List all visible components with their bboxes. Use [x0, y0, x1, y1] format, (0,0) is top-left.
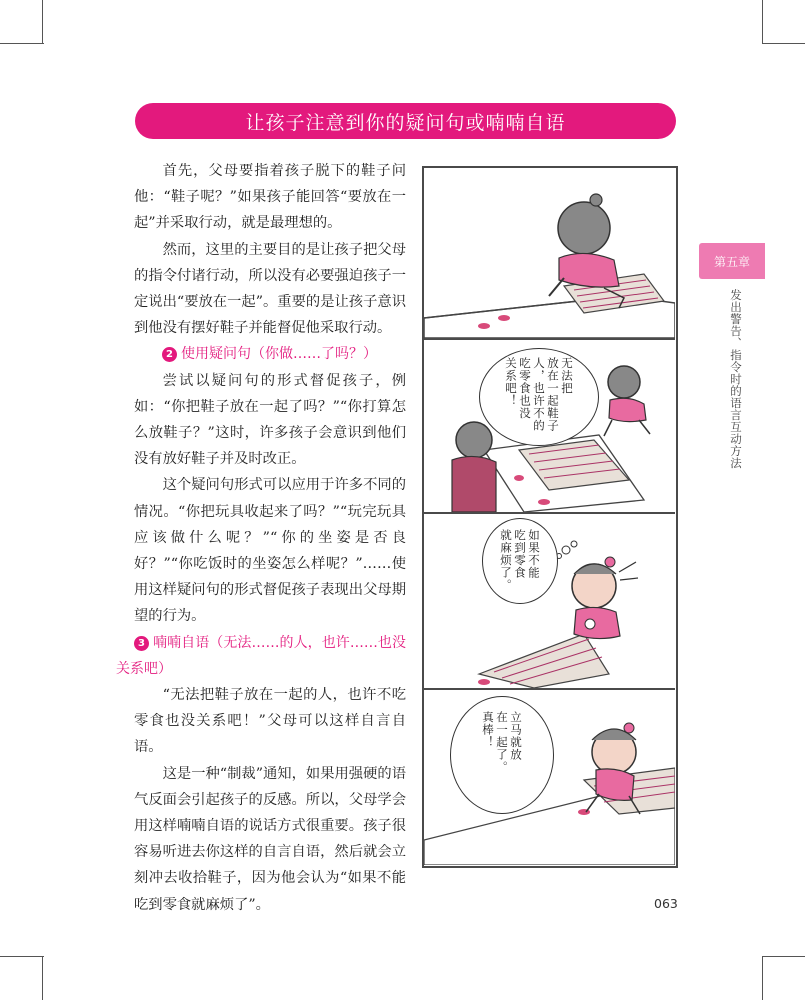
crop-mark — [762, 43, 805, 44]
comic-panel-4 — [424, 690, 675, 865]
crop-mark — [0, 956, 44, 957]
thought-bubble: 如果不能 吃到零食 就麻烦了。 — [482, 518, 558, 604]
chapter-tab: 第五章 — [699, 243, 765, 279]
comic-panel-2 — [424, 340, 675, 514]
crop-mark — [762, 0, 763, 44]
crop-mark — [42, 956, 43, 1000]
number-badge: 2 — [162, 347, 177, 362]
chapter-subtitle: 发出警告、指令时的语言互动方法 — [729, 289, 743, 469]
number-badge: 3 — [134, 636, 149, 651]
crop-mark — [0, 43, 44, 44]
comic-panel-3 — [424, 514, 675, 690]
subheading: 2 使用疑问句（你做……了吗？） — [162, 341, 406, 367]
crop-mark — [42, 0, 43, 44]
paragraph: “无法把鞋子放在一起的人，也许不吃零食也没关系吧！”父母可以这样自言自语。 — [134, 687, 406, 756]
comic-panel-1 — [424, 168, 675, 340]
subheading: 3 喃喃自语（无法……的人，也许……也没关系吧） — [116, 634, 406, 677]
paragraph: 这是一种“制裁”通知，如果用强硬的语气反面会引起孩子的反感。所以，父母学会用这样喃喃自语的说话方式很重要。孩子很容易听进去你这样的自言自语，然后就会立刻冲去收拾鞋子，因为他会认为“如果不能吃到零食就麻烦了”。 — [134, 765, 406, 913]
crop-mark — [762, 956, 763, 1000]
speech-bubble: 无法把 放在一起鞋子 人，也许不的 吃零食也没 关系吧！ — [479, 348, 599, 446]
section-title: 让孩子注意到你的疑问句或喃喃自语 — [245, 111, 566, 134]
speech-bubble: 立马就放 在一起了。 真棒！ — [450, 696, 554, 814]
comic-strip — [422, 166, 678, 868]
panel-1-illustration — [424, 168, 675, 338]
section-title-bar — [135, 103, 676, 139]
paragraph: 然而，这里的主要目的是让孩子把父母的指令付诸行动，所以没有必要强迫孩子一定说出“要放在一起”。重要的是让孩子意识到他没有摆好鞋子并能督促他采取行动。 — [134, 241, 406, 337]
paragraph: 这个疑问句形式可以应用于许多不同的情况。“你把玩具收起来了吗？”“玩完玩具应该做什么呢？”“你的坐姿是否良好？”“你吃饭时的坐姿怎么样呢？”……使用这样疑问句的形式督促孩子表现出父母期望的行为。 — [134, 477, 406, 625]
paragraph: 首先，父母要指着孩子脱下的鞋子问他：“鞋子呢？”如果孩子能回答“要放在一起”并采取行动，就是最理想的。 — [134, 163, 406, 232]
body-text — [116, 158, 406, 918]
paragraph: 尝试以疑问句的形式督促孩子，例如：“你把鞋子放在一起了吗？”“你打算怎么放鞋子？”这时，许多孩子会意识到他们没有放好鞋子并及时改正。 — [134, 372, 406, 468]
crop-mark — [762, 956, 805, 957]
page-number: 063 — [654, 896, 678, 911]
